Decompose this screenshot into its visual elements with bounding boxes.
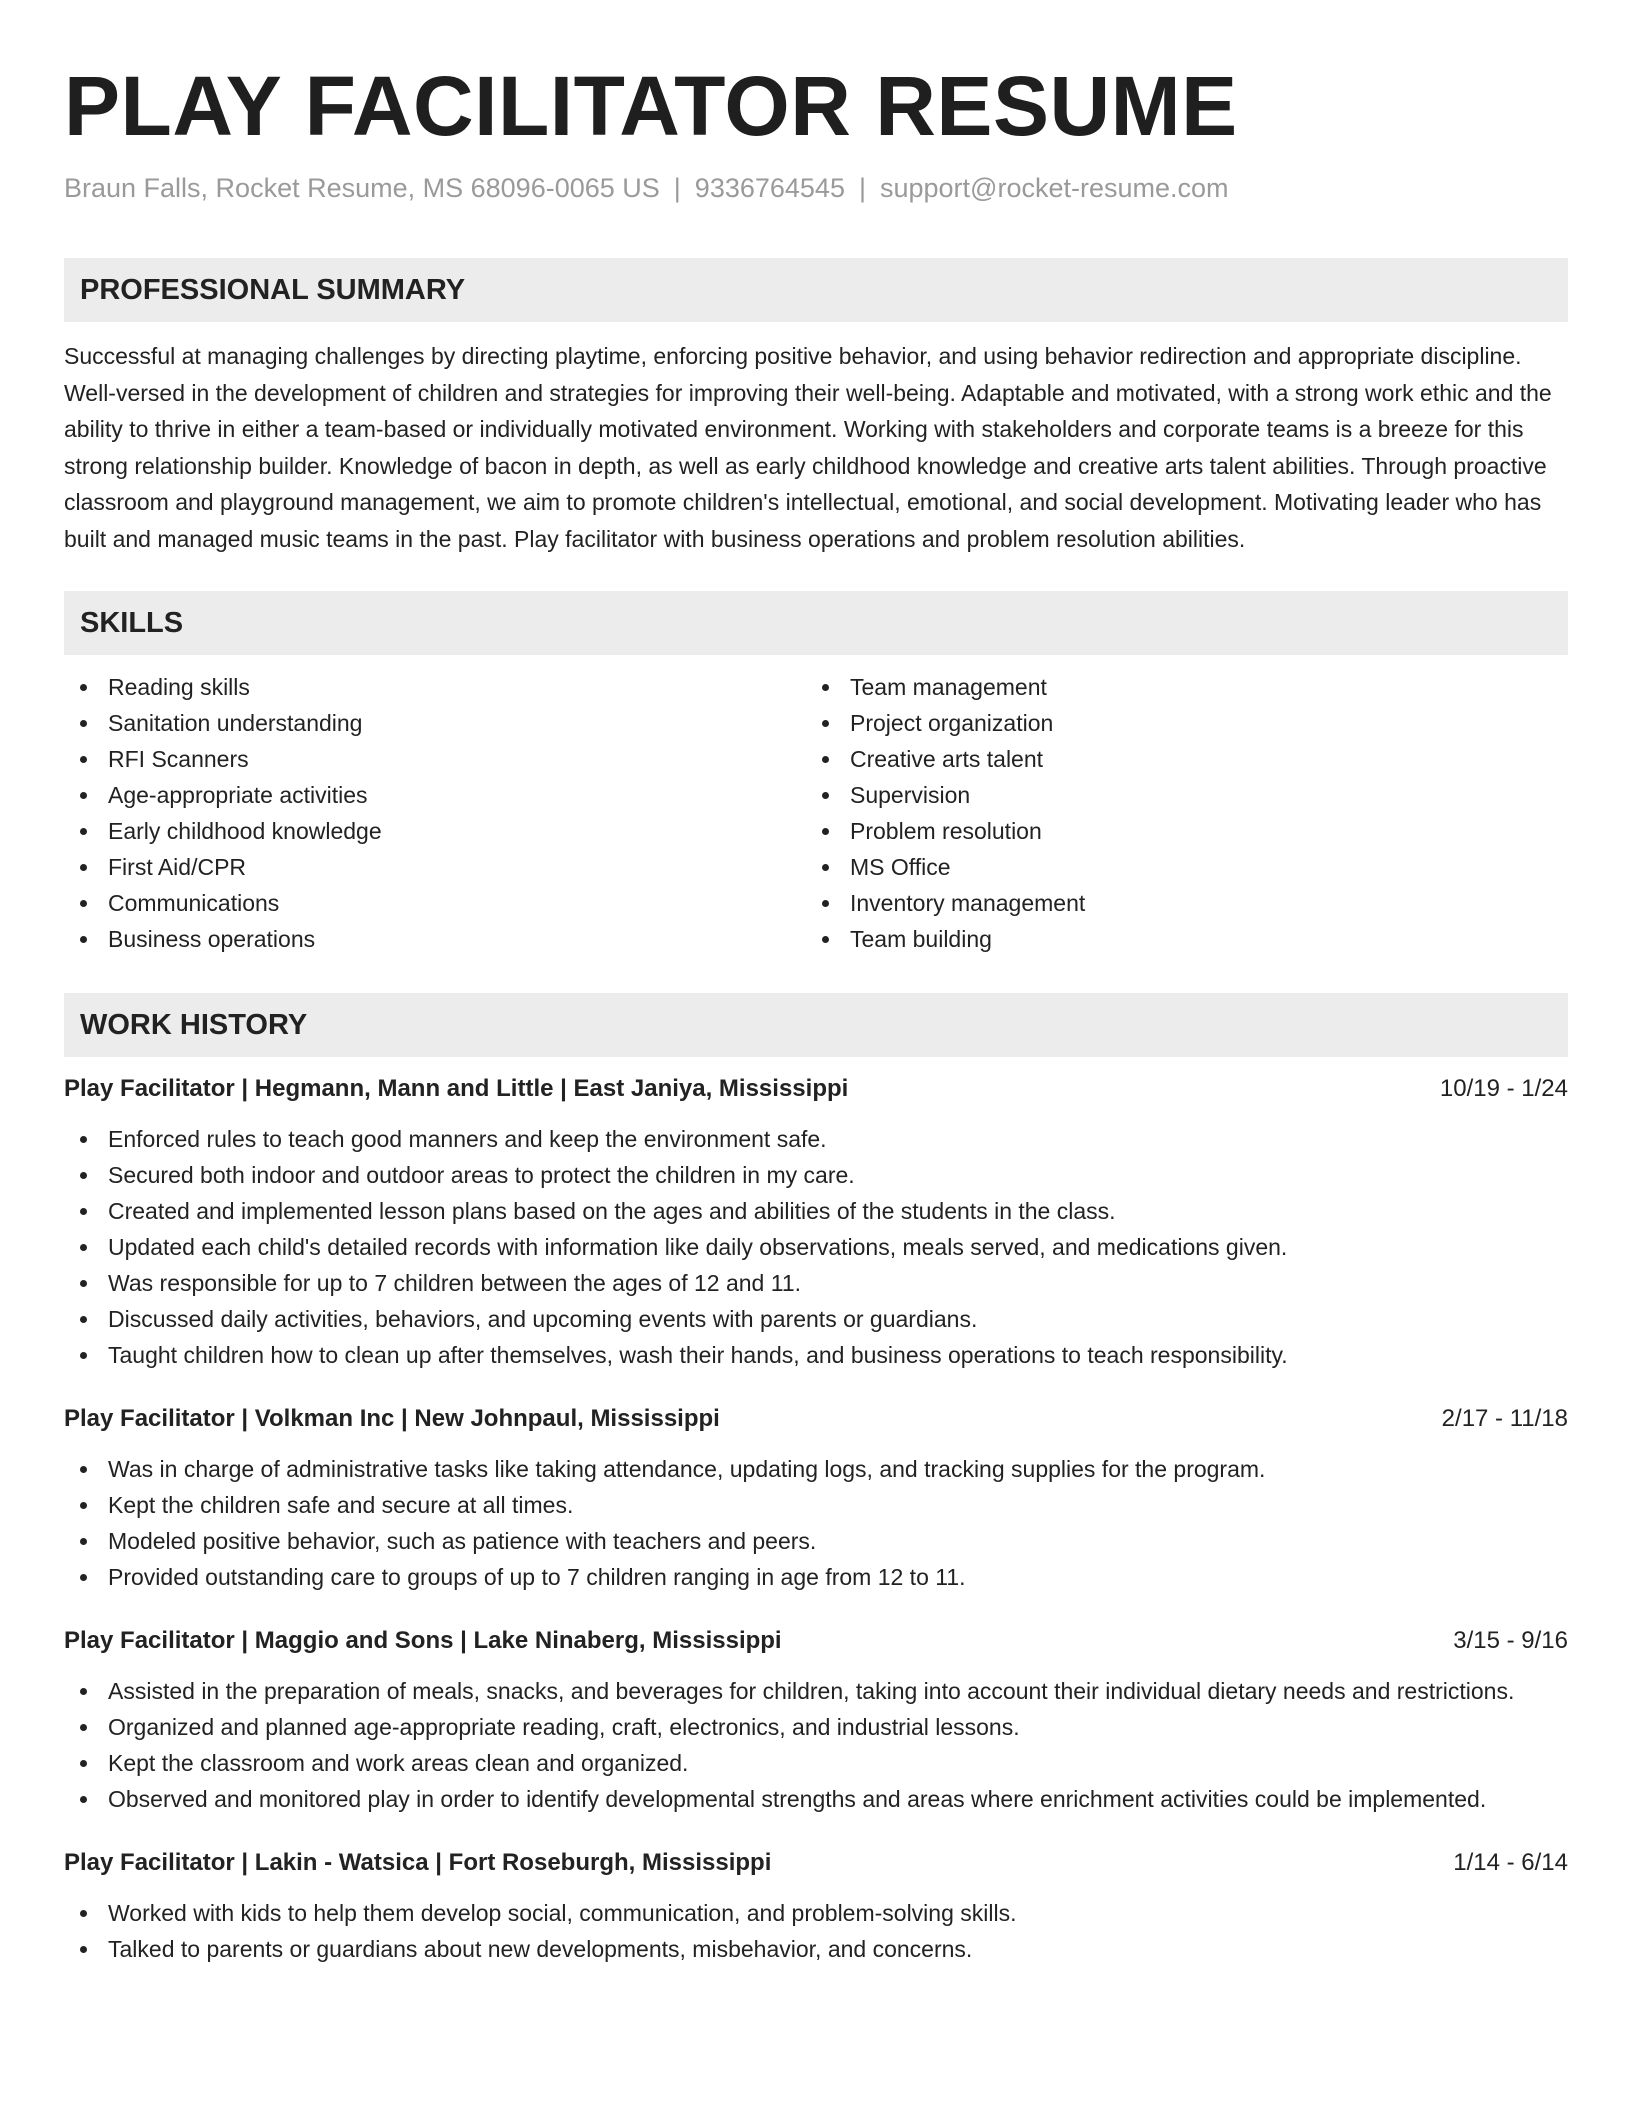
job-duty-item: Worked with kids to help them develop social, communication, and problem-solving skills. <box>64 1895 1568 1931</box>
skill-item: Inventory management <box>806 885 1548 921</box>
skill-item: Project organization <box>806 705 1548 741</box>
job-duty-item: Secured both indoor and outdoor areas to protect the children in my care. <box>64 1157 1568 1193</box>
work-history-list <box>64 1071 1568 1967</box>
skill-item: Age-appropriate activities <box>64 777 806 813</box>
contact-phone: 9336764545 <box>694 173 845 203</box>
job-duty-item: Talked to parents or guardians about new developments, misbehavior, and concerns. <box>64 1931 1568 1967</box>
job-duties <box>64 1451 1568 1595</box>
job-dates: 3/15 - 9/16 <box>1453 1627 1568 1654</box>
job-entry <box>64 1071 1568 1373</box>
resume-page <box>64 0 1568 1967</box>
skill-item: Problem resolution <box>806 813 1548 849</box>
summary-heading: PROFESSIONAL SUMMARY <box>64 258 1568 322</box>
summary-text: Successful at managing challenges by directing playtime, enforcing positive behavior, and using behavior redirection and appropriate discipline. Well-versed in the development of children and strategies for improving their well-being. Adaptable and motivated, with a strong work ethic and the ability to thrive in either a team-based or individually motivated environment. Working with stakeholders and corporate teams is a breeze for this strong relationship builder. Knowledge of bacon in depth, as well as early childhood knowledge and creative arts talent abilities. Through proactive classroom and playground management, we aim to promote children's intellectual, emotional, and social development. Motivating leader who has built and managed music teams in the past. Play facilitator with business operations and problem resolution abilities. <box>64 343 1552 552</box>
skill-item: Creative arts talent <box>806 741 1548 777</box>
skill-item: Reading skills <box>64 669 806 705</box>
job-duty-item: Discussed daily activities, behaviors, and upcoming events with parents or guardians. <box>64 1301 1568 1337</box>
skills-heading: SKILLS <box>64 591 1568 655</box>
job-duty-item: Created and implemented lesson plans based on the ages and abilities of the students in the class. <box>64 1193 1568 1229</box>
job-duty-item: Kept the classroom and work areas clean and organized. <box>64 1745 1568 1781</box>
contact-separator: | <box>858 173 866 203</box>
job-dates: 10/19 - 1/24 <box>1439 1075 1568 1102</box>
job-entry <box>64 1845 1568 1967</box>
skills-column-left <box>64 669 806 957</box>
job-duty-item: Modeled positive behavior, such as patience with teachers and peers. <box>64 1523 1568 1559</box>
skill-item: RFI Scanners <box>64 741 806 777</box>
job-duties <box>64 1121 1568 1373</box>
job-title: Play Facilitator | Maggio and Sons | Lake Ninaberg, Mississippi <box>64 1627 782 1654</box>
job-header <box>64 1623 1568 1659</box>
skills-grid <box>64 669 1568 957</box>
job-header <box>64 1401 1568 1437</box>
job-header <box>64 1071 1568 1107</box>
skill-item: MS Office <box>806 849 1548 885</box>
job-duty-item: Organized and planned age-appropriate reading, craft, electronics, and industrial lessons. <box>64 1709 1568 1745</box>
skill-item: Supervision <box>806 777 1548 813</box>
skill-item: Business operations <box>64 921 806 957</box>
page-title: PLAY FACILITATOR RESUME <box>64 59 1238 153</box>
job-duties <box>64 1895 1568 1967</box>
job-title: Play Facilitator | Hegmann, Mann and Little | East Janiya, Mississippi <box>64 1075 849 1102</box>
contact-separator: | <box>673 173 681 203</box>
job-dates: 2/17 - 11/18 <box>1441 1405 1568 1432</box>
job-duty-item: Was in charge of administrative tasks like taking attendance, updating logs, and tracking supplies for the program. <box>64 1451 1568 1487</box>
job-duty-item: Enforced rules to teach good manners and keep the environment safe. <box>64 1121 1568 1157</box>
job-duty-item: Assisted in the preparation of meals, snacks, and beverages for children, taking into account their individual dietary needs and restrictions. <box>64 1673 1568 1709</box>
job-duty-item: Observed and monitored play in order to identify developmental strengths and areas where enrichment activities could be implemented. <box>64 1781 1568 1817</box>
job-title: Play Facilitator | Lakin - Watsica | Fort Roseburgh, Mississippi <box>64 1849 772 1876</box>
skill-item: First Aid/CPR <box>64 849 806 885</box>
job-duty-item: Provided outstanding care to groups of up to 7 children ranging in age from 12 to 11. <box>64 1559 1568 1595</box>
contact-line <box>64 170 1568 206</box>
skill-item: Early childhood knowledge <box>64 813 806 849</box>
job-duties <box>64 1673 1568 1817</box>
contact-email: support@rocket-resume.com <box>879 173 1229 203</box>
skill-item: Communications <box>64 885 806 921</box>
skill-item: Team management <box>806 669 1548 705</box>
work-history-heading: WORK HISTORY <box>64 993 1568 1057</box>
job-duty-item: Was responsible for up to 7 children between the ages of 12 and 11. <box>64 1265 1568 1301</box>
contact-address: Braun Falls, Rocket Resume, MS 68096-0065 US <box>64 173 660 203</box>
job-duty-item: Taught children how to clean up after themselves, wash their hands, and business operations to teach responsibility. <box>64 1337 1568 1373</box>
skill-item: Team building <box>806 921 1548 957</box>
job-entry <box>64 1401 1568 1595</box>
skill-item: Sanitation understanding <box>64 705 806 741</box>
job-dates: 1/14 - 6/14 <box>1453 1849 1568 1876</box>
job-header <box>64 1845 1568 1881</box>
job-title: Play Facilitator | Volkman Inc | New Johnpaul, Mississippi <box>64 1405 720 1432</box>
skills-column-right <box>806 669 1548 957</box>
job-duty-item: Kept the children safe and secure at all times. <box>64 1487 1568 1523</box>
job-duty-item: Updated each child's detailed records with information like daily observations, meals served, and medications given. <box>64 1229 1568 1265</box>
job-entry <box>64 1623 1568 1817</box>
